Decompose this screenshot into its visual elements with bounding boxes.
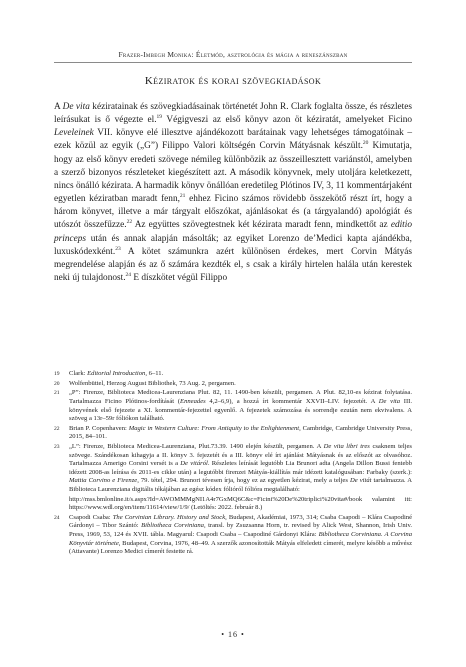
footnotes	[54, 370, 412, 558]
italic-text: Enneades	[180, 398, 206, 406]
footnote-ref: 22	[126, 219, 133, 226]
text-run: ehhez Ficino számos rövidebb összekötő részt írt, hogy a három könyvet, illetve a már tárgyalt előszókat, ajánlásokat és (a tárgyalandó) apológiát és utószót összefűzze.	[54, 194, 412, 231]
footnote-ref: 20	[362, 140, 369, 147]
text-run: III. könyvének első fejezete a XI. kommentár-fejezettel egyenlő. A fejezetek számozása és sorrendje ezután nem ekvivalens. A szöveg a 13r–59r fóliókon található.	[69, 398, 412, 423]
text-run: „L”: Firenze, Biblioteca Medicea-Laurenziana, Plut.73.39. 1490 elején készült, pergamen. A	[69, 443, 324, 451]
footnote-number: 19	[54, 371, 60, 377]
text-run: VII. könyve elé illesztve ajándékozott barátainak vagy lehetséges támogatóinak – ezek közül az egyik („G”) Filippo Valori költségén Corvin Mátyásnak készült.	[54, 128, 412, 152]
text-run: , 79. tétel, 294. Brunori tévesen írja, hogy ez az egyetlen kézirat, mely a teljes	[137, 477, 350, 485]
text-run: , 6–11.	[145, 370, 164, 377]
italic-text: Bibliotheca Corviniana. A Corvina Könyvtár története	[69, 530, 413, 547]
footnote	[54, 370, 412, 379]
footnote-ref: 19	[156, 114, 163, 121]
italic-text: De vita	[62, 102, 90, 112]
footnote-number: 24	[54, 514, 60, 521]
section-title: Kéziratok és korai szövegkiadások	[144, 75, 322, 87]
running-head: Frazer-Imbegh Monika: Életmód, asztrológia és mágia a reneszánszban	[118, 50, 348, 59]
italic-text: editio princeps	[54, 220, 412, 244]
italic-text: De vitát	[349, 477, 372, 485]
footnote-ref: 21	[179, 193, 186, 199]
text-run: 4,2–6,9), a hozzá írt kommentár XXVII–LIV. fejezetét. A	[205, 398, 379, 406]
footnote	[54, 496, 412, 513]
text-run: A kötet számunkra azért különösen érdekes, mert Corvin Mátyás megrendelése alapján és az ő számára kezdték el, s csak a király hirtelen halála után kerestek neki új tulajdonost.	[54, 246, 412, 284]
text-run: E díszkötet végül Filippo	[131, 273, 228, 284]
italic-text: Bibliotheca Corviniana	[141, 522, 204, 530]
body-text	[54, 101, 412, 285]
text-run: Az együttes szövegtestnek két kézirata maradt fenn, mindkettőt az	[132, 220, 391, 231]
footnote-number: 23	[54, 444, 60, 451]
body-paragraph	[54, 101, 412, 285]
footnote	[54, 514, 412, 557]
italic-text: De vitáról	[180, 460, 208, 468]
text-run: http://mss.bmlonline.it/s.aspx?Id=AWOMMMgNI1A4r7GxMQ6C&c=Ficini%20De%20triplici%20vita#/book valamint itt: https://www.wdl.org/en/item/11614/view/1/9/ (Letöltés: 2022. február 8.)	[69, 495, 412, 512]
text-run: , transl. by Zsuzsanna Horn, tr. revised by Alick West, Shannon, Irish Univ. Press, 1969, 53, 124 és XVII. tábla. Magyarul: Csapodi Csaba – Csapodiné Gárdonyi Klára:	[69, 522, 412, 538]
italic-text: De vita libri tres	[323, 443, 370, 451]
footnote-number: 21	[54, 390, 60, 397]
text-run: „P”: Firenze, Biblioteca Medicea-Laurenziana Plut. 82, 11. 1490-ben készült, pergamen. A Plut. 82,10-es kézirat folytatása. Tartalmazza Ficino Plótinos-fordítását (	[69, 389, 412, 406]
footnote	[54, 443, 412, 494]
italic-text: De vita	[378, 398, 401, 406]
text-run: , Budapest, Corvina, 1976, 48–49. A szerzők azonosították Mátyás elfeledett címerét, melyre később a művész (Attavante) Lorenzo Medici címerét festette rá.	[69, 539, 412, 556]
text-run: után és annak alapján másolták; az egyiket Lorenzo de’Medici kapta ajándékba, luxuskódexként.	[54, 233, 412, 257]
text-run: csaknem teljes szövege. Szándékosan kihagyja a II. könyv 3. fejezetét és a III. könyv elé írt ajánlást Mátyásnak és az előszót az olvasóhoz. Tartalmazza Amerigo Corsini versét is a	[69, 443, 412, 468]
text-run: A	[54, 102, 63, 112]
text-run: , Budapest, Akadémiai, 1973, 314; Csaba Csapodi – Klára Csapodiné Gárdonyi – Tibor Szántó:	[69, 513, 413, 530]
text-run: Végigveszi az első könyv azon öt kéziratát, amelyeket Ficino	[162, 115, 412, 126]
italic-text: The Corvinian Library. History and Stock	[112, 513, 226, 521]
text-run: Csapodi Csaba:	[69, 513, 113, 521]
text-run: kéziratainak és szövegkiadásainak történetét John R. Clark foglalta össze, és részletes leírásukat is ő végezte el.	[54, 102, 412, 126]
footnote-number: 22	[54, 425, 60, 432]
italic-text: Mattia Corvino e Firenze	[69, 477, 138, 485]
page-number: • 16 •	[221, 630, 245, 639]
header-rule	[54, 62, 412, 63]
italic-text: Magic in Western Culture: From Antiquity to the Enlightenment	[128, 424, 300, 432]
text-run: Brian P. Copenhaven:	[69, 424, 129, 432]
italic-text: Leveleinek	[54, 128, 94, 139]
footnote-ref: 23	[115, 245, 121, 252]
footnote	[54, 380, 412, 389]
footnote	[54, 389, 412, 423]
footnote-ref: 24	[125, 271, 132, 278]
text-run: Wolfenbüttel, Herzog August Bibliothek, 73 Aug. 2, pergamen.	[69, 379, 236, 387]
text-run: . Részletes leírását legutóbb Lia Brunori adta (Angela Dillon Bussi fentebb idézett 2008-as leírása és 2011-es cikke után) a legutóbbi firenzei Mátyás-kiállítás már idézett katalógusában: Farbaky (szerk.):	[69, 460, 412, 476]
text-run: , Cambridge, Cambridge University Press, 2015, 84–101.	[69, 424, 412, 441]
italic-text: Editorial Introduction	[87, 370, 146, 377]
text-run: Clark:	[69, 370, 88, 377]
footnote-number: 20	[54, 380, 60, 387]
text-run: tartalmazza. A Biblioteca Laurenziana digitális tékájában az egész kódex fólióról fólióra megtalálható:	[69, 477, 412, 493]
text-run: Kimutatja, hogy az első könyv eredeti szövege némileg különbözik az összeillesztett variánstól, amelyben a szerző bizonyos részleteket kiegészített azt. A második könyvnek, mely utoljára keletkezett, nincs önálló kézirata. A harmadik könyv önállóan eredetileg Plótinos IV, 3, 11 kommentárjaként egyetlen kéziratban maradt fenn,	[54, 141, 412, 205]
footnote	[54, 425, 412, 442]
